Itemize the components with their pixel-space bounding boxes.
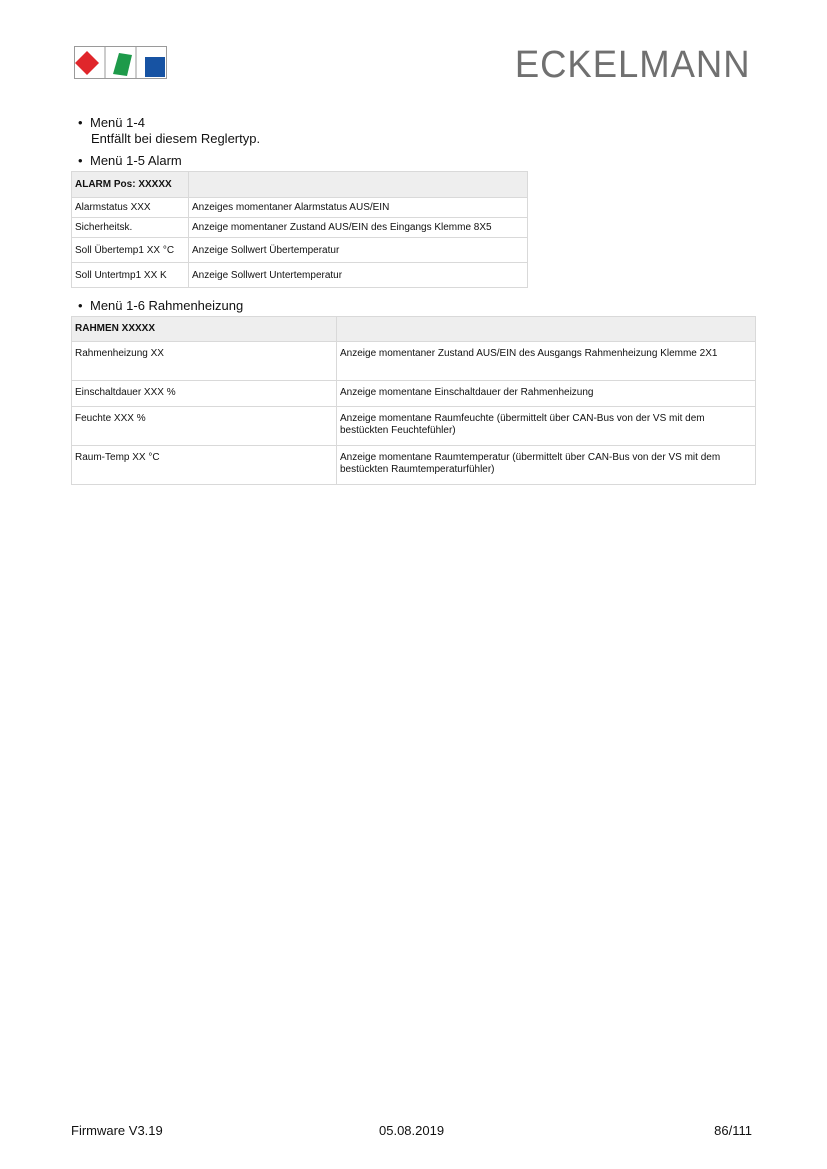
section-menu-1-4-note: Entfällt bei diesem Reglertyp.: [91, 131, 261, 146]
table-cell-label: Alarmstatus XXX: [72, 198, 189, 218]
table-header-cell: [189, 172, 528, 198]
footer-date: 05.08.2019: [379, 1123, 445, 1138]
table-cell-description: Anzeige Sollwert Untertemperatur: [189, 263, 528, 288]
table-header-row: [72, 317, 756, 342]
table-cell-label: Raum-Temp XX °C: [72, 446, 337, 485]
bullet-dot: •: [78, 298, 83, 313]
table-cell-label: Sicherheitsk.: [72, 218, 189, 238]
table-row: [72, 218, 528, 238]
table-cell-description: Anzeiges momentaner Alarmstatus AUS/EIN: [189, 198, 528, 218]
table-row: [72, 446, 756, 485]
footer-firmware-version: Firmware V3.19: [71, 1123, 163, 1138]
table-cell-label: Rahmenheizung XX: [72, 342, 337, 381]
logo-blue-square: [145, 57, 165, 77]
table-row: [72, 342, 756, 381]
table-cell-description: Anzeige momentane Einschaltdauer der Rahmenheizung: [337, 381, 756, 407]
table-cell-description: Anzeige momentane Raumfeuchte (übermittelt über CAN-Bus von der VS mit dem bestückten Feuchtefühler): [337, 407, 756, 446]
eckelmann-logo-mark: [74, 46, 167, 79]
bullet-dot: •: [78, 115, 83, 130]
table-cell-label: Feuchte XXX %: [72, 407, 337, 446]
alarm-table: [71, 171, 528, 288]
section-title-text: Menü 1-6 Rahmenheizung: [90, 298, 244, 313]
section-menu-1-5-title: [78, 153, 182, 169]
section-title-text: Menü 1-4: [90, 115, 145, 130]
section-menu-1-4-title: [78, 115, 145, 131]
table-cell-label: Soll Übertemp1 XX °C: [72, 238, 189, 263]
rahmenheizung-table: [71, 316, 756, 485]
table-cell-description: Anzeige momentaner Zustand AUS/EIN des Ausgangs Rahmenheizung Klemme 2X1: [337, 342, 756, 381]
footer-page-number: 86/111: [714, 1123, 752, 1138]
table-cell-description: Anzeige momentane Raumtemperatur (übermittelt über CAN-Bus von der VS mit dem bestückten Raumtemperaturfühler): [337, 446, 756, 485]
bullet-dot: •: [78, 153, 83, 168]
table-row: [72, 407, 756, 446]
table-header-cell: [337, 317, 756, 342]
section-title-text: Menü 1-5 Alarm: [90, 153, 182, 168]
table-cell-label: Einschaltdauer XXX %: [72, 381, 337, 407]
table-row: [72, 238, 528, 263]
table-header-cell: RAHMEN XXXXX: [72, 317, 337, 342]
table-header-row: [72, 172, 528, 198]
table-cell-description: Anzeige momentaner Zustand AUS/EIN des Eingangs Klemme 8X5: [189, 218, 528, 238]
table-row: [72, 198, 528, 218]
section-menu-1-6-title: [78, 298, 243, 314]
table-row: [72, 263, 528, 288]
table-cell-description: Anzeige Sollwert Übertemperatur: [189, 238, 528, 263]
brand-wordmark: ECKELMANN: [514, 44, 750, 86]
table-header-cell: ALARM Pos: XXXXX: [72, 172, 189, 198]
table-cell-label: Soll Untertmp1 XX K: [72, 263, 189, 288]
table-row: [72, 381, 756, 407]
